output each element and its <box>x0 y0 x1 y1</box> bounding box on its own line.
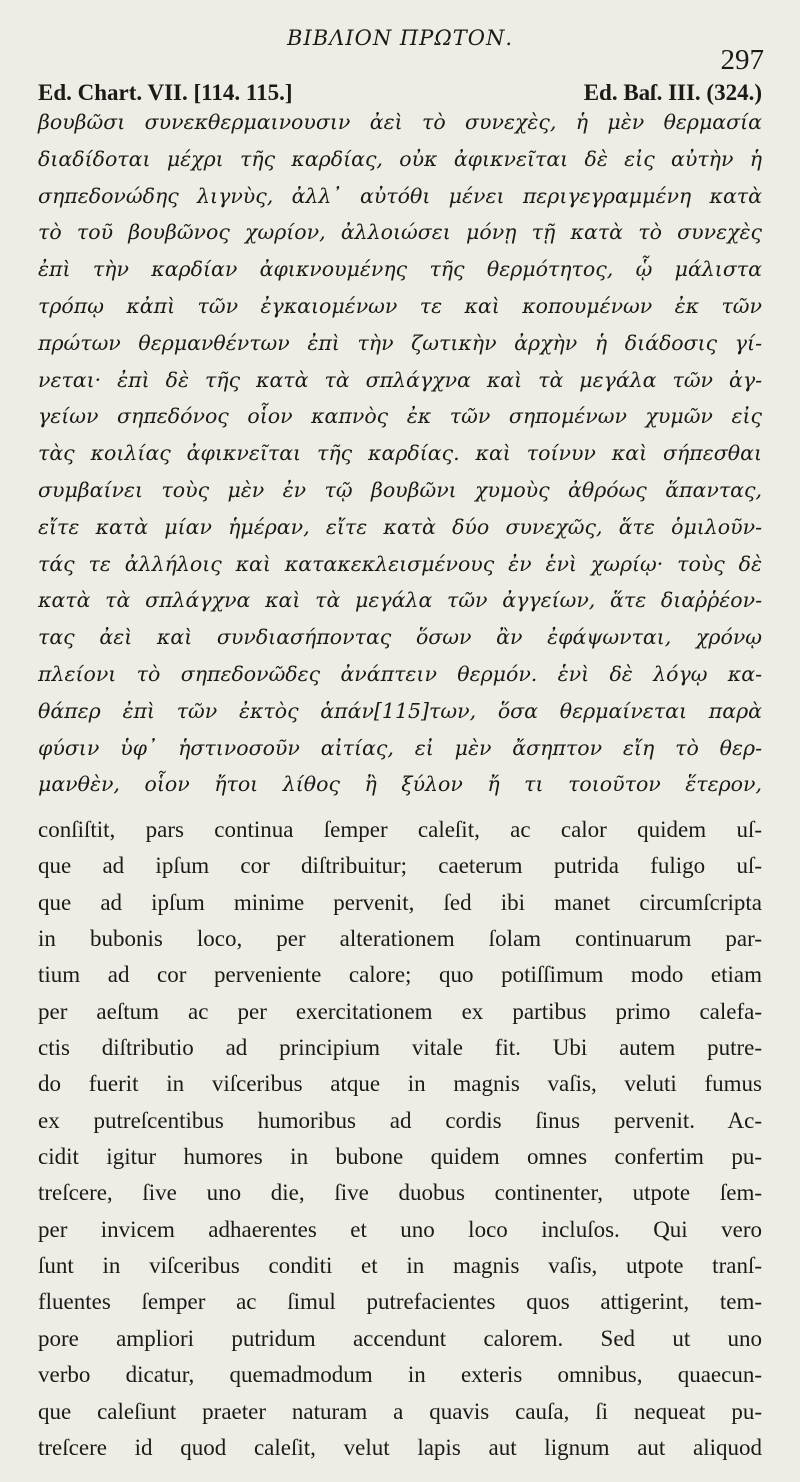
greek-text-line: φύσιν ὑφ᾽ ἡστινοσοῦν αἰτίας, εἰ μὲν ἄσηπτον εἴη τὸ θερ- <box>38 735 762 760</box>
latin-text-line: per invicem adhaerentes et uno loco incluſos. Qui vero <box>38 1216 762 1242</box>
greek-text-line: τας ἀεὶ καὶ συνδιασήποντας ὅσων ἂν ἐφάψωνται, χρόνῳ <box>38 625 762 650</box>
greek-text-line: νεται· ἐπὶ δὲ τῆς κατὰ τὰ σπλάγχνα καὶ τὰ μεγάλα τῶν ἀγ- <box>38 367 762 392</box>
greek-text-line: εἴτε κατὰ μίαν ἡμέραν, εἴτε κατὰ δύο συνεχῶς, ἅτε ὁμιλοῦν- <box>38 514 762 539</box>
latin-text-line: que caleſiunt praeter naturam a quavis cauſa, ſi nequeat pu- <box>38 1398 762 1424</box>
greek-text-line: διαδίδοται μέχρι τῆς καρδίας, οὐκ ἀφικνεῖται δὲ εἰς αὐτὴν ἡ <box>38 146 762 171</box>
greek-text-line: βουβῶσι συνεκθερμαινουσιν ἀεὶ τὸ συνεχὲς, ἡ μὲν θερμασία <box>38 110 762 134</box>
running-title: ΒΙΒΛΙΟΝ ΠΡΩΤΟΝ. <box>286 26 513 50</box>
greek-text-line: θάπερ ἐπὶ τῶν ἐκτὸς ἁπάν[115]των, ὅσα θερμαίνεται παρὰ <box>38 698 762 723</box>
greek-text-line: κατὰ τὰ σπλάγχνα καὶ τὰ μεγάλα τῶν ἀγγείων, ἅτε διαῤῥέον- <box>38 588 762 613</box>
latin-text-line: que ad ipſum minime pervenit, ſed ibi manet circumſcripta <box>38 889 762 915</box>
latin-text-line: que ad ipſum cor diſtribuitur; caeterum putrida fuligo uſ- <box>38 853 762 879</box>
greek-text-line: τὰς κοιλίας ἀφικνεῖται τῆς καρδίας. καὶ τοίνυν καὶ σήπεσθαι <box>38 441 762 466</box>
latin-text-line: in bubonis loco, per alterationem ſolam continuarum par- <box>38 926 762 952</box>
greek-text-line: τάς τε ἀλλήλοις καὶ κατακεκλεισμένους ἐν ἑνὶ χωρίῳ· τοὺς δὲ <box>38 551 762 576</box>
greek-text-block <box>38 104 762 803</box>
greek-text-line: ἐπὶ τὴν καρδίαν ἀφικνουμένης τῆς θερμότητος, ᾧ μάλιστα <box>38 257 762 282</box>
latin-text-line: cidit igitur humores in bubone quidem omnes confertim pu- <box>38 1144 762 1170</box>
latin-text-line: ex putreſcentibus humoribus ad cordis ſinus pervenit. Ac- <box>38 1107 762 1133</box>
latin-text-line: conſiſtit, pars continua ſemper caleſit, ac calor quidem uſ- <box>38 817 762 842</box>
greek-text-line: πρώτων θερμανθέντων ἐπὶ τὴν ζωτικὴν ἀρχὴν ἡ διάδοσις γί- <box>38 330 762 355</box>
latin-text-line: treſcere id quod caleſit, velut lapis aut lignum aut aliquod <box>38 1434 762 1460</box>
edition-reference-right: Ed. Baſ. III. (324.) <box>583 80 762 105</box>
greek-text-line: μανθὲν, οἷον ἤτοι λίθος ἢ ξύλον ἤ τι τοιοῦτον ἕτερον, <box>38 772 762 797</box>
latin-text-line: fluentes ſemper ac ſimul putrefacientes quos attigerint, tem- <box>38 1289 762 1315</box>
greek-text-line: σηπεδονώδης λιγνὺς, ἀλλ᾽ αὐτόθι μένει περιγεγραμμένη κατὰ <box>38 183 762 208</box>
latin-text-line: ſunt in viſceribus conditi et in magnis vaſis, utpote tranſ- <box>38 1253 762 1279</box>
edition-reference-left: Ed. Chart. VII. [114. 115.] <box>38 80 293 105</box>
latin-text-line: tium ad cor perveniente calore; quo potiſſimum modo etiam <box>38 962 762 988</box>
latin-text-line: treſcere, ſive uno die, ſive duobus continenter, utpote ſem- <box>38 1180 762 1206</box>
latin-text-block <box>38 812 762 1466</box>
greek-text-line: τρόπῳ κἀπὶ τῶν ἐγκαιομένων τε καὶ κοπουμένων ἐκ τῶν <box>38 293 762 318</box>
latin-text-line: verbo dicatur, quemadmodum in exteris omnibus, quaecun- <box>38 1362 762 1388</box>
page-number: 297 <box>720 44 764 76</box>
edition-reference-line <box>38 80 762 106</box>
latin-text-line: pore ampliori putridum accendunt calorem. Sed ut uno <box>38 1325 762 1351</box>
latin-text-line: ctis diſtributio ad principium vitale fit. Ubi autem putre- <box>38 1035 762 1061</box>
greek-text-line: συμβαίνει τοὺς μὲν ἐν τῷ βουβῶνι χυμοὺς ἀθρόως ἅπαντας, <box>38 477 762 502</box>
greek-text-line: πλείονι τὸ σηπεδονῶδες ἀνάπτειν θερμόν. ἑνὶ δὲ λόγῳ κα- <box>38 661 762 686</box>
greek-text-line: γείων σηπεδόνος οἷον καπνὸς ἐκ τῶν σηπομένων χυμῶν εἰς <box>38 404 762 429</box>
latin-text-line: do fuerit in viſceribus atque in magnis vaſis, veluti fumus <box>38 1071 762 1097</box>
greek-text-line: τὸ τοῦ βουβῶνος χωρίον, ἀλλοιώσει μόνῃ τῇ κατὰ τὸ συνεχὲς <box>38 220 762 245</box>
latin-text-line: per aeſtum ac per exercitationem ex partibus primo calefa- <box>38 998 762 1024</box>
